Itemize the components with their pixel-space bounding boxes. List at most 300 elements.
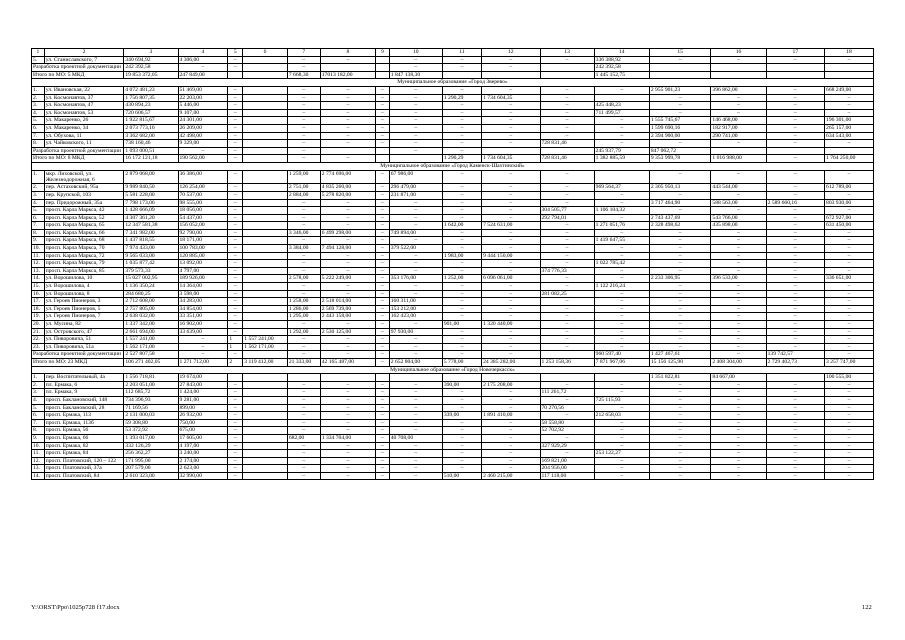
value-cell: – bbox=[825, 94, 874, 102]
value-cell: – bbox=[375, 170, 389, 184]
value-cell: – bbox=[442, 191, 481, 199]
value-cell: – bbox=[766, 155, 824, 163]
value-cell: – bbox=[442, 147, 481, 155]
value-cell: 425 448,23 bbox=[594, 102, 649, 110]
value-cell: 12 347 581,38 bbox=[124, 222, 178, 230]
value-cell: 2 623,00 bbox=[178, 465, 228, 473]
value-cell: – bbox=[766, 472, 824, 480]
value-cell: – bbox=[287, 396, 320, 404]
table-row bbox=[32, 199, 874, 207]
section-heading-row bbox=[32, 79, 874, 87]
value-cell: – bbox=[389, 412, 442, 420]
value-cell: – bbox=[540, 199, 594, 207]
value-cell: – bbox=[711, 419, 766, 427]
value-cell: – bbox=[228, 381, 243, 389]
value-cell: 1 599 690,16 bbox=[649, 124, 711, 132]
value-cell: – bbox=[375, 450, 389, 458]
value-cell bbox=[243, 124, 288, 132]
value-cell: – bbox=[649, 298, 711, 306]
value-cell: – bbox=[594, 321, 649, 329]
value-cell: 71 169,56 bbox=[124, 404, 178, 412]
value-cell: – bbox=[594, 86, 649, 94]
value-cell: 1 922 815,67 bbox=[124, 117, 178, 125]
value-cell: – bbox=[482, 102, 540, 110]
value-cell bbox=[243, 132, 288, 140]
value-cell: 899,00 bbox=[178, 404, 228, 412]
value-cell: 92 790,00 bbox=[178, 229, 228, 237]
value-cell: 156 052,00 bbox=[178, 222, 228, 230]
address-cell: ул. Космонавтов, 37 bbox=[44, 94, 124, 102]
value-cell: – bbox=[389, 199, 442, 207]
address-cell: ул. Мусина, 82 bbox=[44, 321, 124, 329]
row-number: 10. bbox=[32, 442, 45, 450]
value-cell: – bbox=[320, 465, 375, 473]
table-row bbox=[32, 170, 874, 184]
value-cell: – bbox=[540, 222, 594, 230]
row-number: 1. bbox=[32, 374, 45, 382]
value-cell: 9 281,00 bbox=[178, 396, 228, 404]
value-cell bbox=[243, 71, 288, 79]
value-cell: 292 794,01 bbox=[540, 214, 594, 222]
value-cell bbox=[243, 434, 288, 442]
value-cell: – bbox=[594, 298, 649, 306]
value-cell: – bbox=[442, 290, 481, 298]
value-cell: 2 203 051,00 bbox=[124, 381, 178, 389]
value-cell bbox=[243, 442, 288, 450]
value-cell bbox=[375, 56, 389, 64]
value-cell bbox=[766, 374, 824, 382]
value-cell: – bbox=[228, 155, 243, 163]
value-cell: – bbox=[228, 389, 243, 397]
value-cell: – bbox=[442, 298, 481, 306]
value-cell: 2 443 158,00 bbox=[320, 313, 375, 321]
footer-file-path: Y:\ORST\Ppo\1025p728 f17.docx bbox=[31, 604, 120, 611]
value-cell: – bbox=[287, 140, 320, 148]
value-cell: – bbox=[825, 170, 874, 184]
table-header-row bbox=[32, 49, 874, 57]
value-cell: – bbox=[540, 313, 594, 321]
value-cell: – bbox=[482, 199, 540, 207]
value-cell: – bbox=[482, 336, 540, 344]
value-cell: – bbox=[711, 412, 766, 420]
value-cell: 53 372,92 bbox=[124, 427, 178, 435]
value-cell: – bbox=[320, 267, 375, 275]
value-cell bbox=[243, 305, 288, 313]
value-cell: 7 798 173,06 bbox=[124, 199, 178, 207]
value-cell: – bbox=[825, 229, 874, 237]
row-number: 9. bbox=[32, 237, 45, 245]
value-cell: 3 362 682,00 bbox=[124, 132, 178, 140]
value-cell: 70 537,00 bbox=[178, 191, 228, 199]
value-cell: – bbox=[389, 117, 442, 125]
value-cell bbox=[711, 71, 766, 79]
footer-page-number: 122 bbox=[862, 604, 872, 611]
row-number: 5. bbox=[32, 207, 45, 215]
value-cell: – bbox=[482, 442, 540, 450]
table-row bbox=[32, 252, 874, 260]
address-cell: ул. Героев Пионеров, 5 bbox=[44, 305, 124, 313]
value-cell: – bbox=[766, 245, 824, 253]
value-cell: 34 283,00 bbox=[178, 298, 228, 306]
value-cell: – bbox=[540, 336, 594, 344]
row-number: 8. bbox=[32, 427, 45, 435]
value-cell: – bbox=[228, 117, 243, 125]
value-cell: – bbox=[482, 298, 540, 306]
address-cell: пл. Ермака, 9 bbox=[44, 389, 124, 397]
value-cell: – bbox=[442, 343, 481, 351]
value-cell: – bbox=[389, 343, 442, 351]
value-cell: 711 499,57 bbox=[594, 109, 649, 117]
value-cell: – bbox=[442, 207, 481, 215]
value-cell: – bbox=[594, 290, 649, 298]
value-cell: – bbox=[228, 252, 243, 260]
value-cell: – bbox=[711, 336, 766, 344]
value-cell bbox=[243, 229, 288, 237]
value-cell: – bbox=[766, 457, 824, 465]
value-cell: 13 092,00 bbox=[178, 260, 228, 268]
value-cell: – bbox=[320, 86, 375, 94]
value-cell: 256 362,27 bbox=[124, 450, 178, 458]
value-cell: – bbox=[320, 396, 375, 404]
value-cell: 682,00 bbox=[287, 434, 320, 442]
value-cell: – bbox=[766, 434, 824, 442]
value-cell: – bbox=[594, 117, 649, 125]
value-cell: 1 428 666,09 bbox=[124, 207, 178, 215]
address-cell: пер. Воспитательный, 4а bbox=[44, 374, 124, 382]
value-cell: – bbox=[389, 207, 442, 215]
value-cell: 98 555,00 bbox=[178, 199, 228, 207]
value-cell: – bbox=[540, 109, 594, 117]
value-cell: – bbox=[649, 109, 711, 117]
value-cell: – bbox=[711, 170, 766, 184]
value-cell: – bbox=[594, 465, 649, 473]
value-cell: – bbox=[594, 245, 649, 253]
value-cell: – bbox=[442, 56, 481, 64]
value-cell: – bbox=[375, 109, 389, 117]
value-cell: 1 756 807,35 bbox=[124, 94, 178, 102]
total-row bbox=[32, 358, 874, 366]
table-row bbox=[32, 245, 874, 253]
value-cell: – bbox=[389, 222, 442, 230]
row-number: 10. bbox=[32, 245, 45, 253]
value-cell: – bbox=[766, 109, 824, 117]
address-cell: просп. Ермака, 66 bbox=[44, 434, 124, 442]
value-cell: 7 524 631,00 bbox=[482, 222, 540, 230]
value-cell: 7 871 967,06 bbox=[594, 358, 649, 366]
value-cell: 1 424,00 bbox=[178, 389, 228, 397]
value-cell: – bbox=[766, 321, 824, 329]
value-cell: – bbox=[482, 389, 540, 397]
value-cell bbox=[243, 207, 288, 215]
value-cell: – bbox=[825, 102, 874, 110]
value-cell: – bbox=[389, 419, 442, 427]
value-cell bbox=[375, 147, 389, 155]
value-cell: – bbox=[825, 404, 874, 412]
value-cell: – bbox=[389, 427, 442, 435]
value-cell bbox=[243, 267, 288, 275]
value-cell bbox=[594, 94, 649, 102]
value-cell: 111 261,72 bbox=[540, 389, 594, 397]
value-cell: – bbox=[375, 283, 389, 291]
value-cell: 588 563,00 bbox=[711, 199, 766, 207]
value-cell: 4 797,00 bbox=[178, 267, 228, 275]
value-cell: – bbox=[375, 472, 389, 480]
value-cell: – bbox=[287, 343, 320, 351]
value-cell: – bbox=[711, 351, 766, 359]
value-cell: 2 530 125,00 bbox=[320, 328, 375, 336]
value-cell: – bbox=[375, 321, 389, 329]
value-cell: – bbox=[320, 109, 375, 117]
value-cell: 1 351 822,81 bbox=[649, 374, 711, 382]
value-cell: 190 562,00 bbox=[178, 155, 228, 163]
value-cell: 1 252,00 bbox=[442, 275, 481, 283]
value-cell bbox=[482, 374, 540, 382]
value-cell: – bbox=[228, 56, 243, 64]
value-cell: – bbox=[442, 260, 481, 268]
value-cell: – bbox=[228, 404, 243, 412]
value-cell: – bbox=[320, 214, 375, 222]
value-cell: – bbox=[540, 381, 594, 389]
value-cell: 16 902,00 bbox=[178, 321, 228, 329]
value-cell bbox=[320, 147, 375, 155]
value-cell: – bbox=[766, 267, 824, 275]
value-cell: 612 789,00 bbox=[825, 184, 874, 192]
section-heading: Муниципальное образование «Город Каменск-Шахтинский» bbox=[32, 162, 874, 170]
value-cell: 24 385 282,00 bbox=[482, 358, 540, 366]
value-cell: 112 685,72 bbox=[124, 389, 178, 397]
column-number-cell: 18 bbox=[825, 49, 874, 57]
value-cell: – bbox=[594, 457, 649, 465]
value-cell: – bbox=[711, 290, 766, 298]
value-cell: 40 708,00 bbox=[389, 434, 442, 442]
value-cell: – bbox=[482, 117, 540, 125]
value-cell: 728 831,46 bbox=[540, 140, 594, 148]
value-cell: 396 533,00 bbox=[711, 275, 766, 283]
value-cell: – bbox=[482, 132, 540, 140]
address-cell: просп. Баклановский, 148 bbox=[44, 396, 124, 404]
value-cell: – bbox=[320, 283, 375, 291]
value-cell: – bbox=[442, 389, 481, 397]
value-cell: – bbox=[375, 381, 389, 389]
row-number: 6. bbox=[32, 124, 45, 132]
value-cell: 117 118,00 bbox=[540, 472, 594, 480]
value-cell: – bbox=[711, 465, 766, 473]
value-cell: – bbox=[389, 147, 442, 155]
value-cell bbox=[243, 313, 288, 321]
table-row bbox=[32, 404, 874, 412]
value-cell: 67 986,00 bbox=[389, 170, 442, 184]
value-cell bbox=[711, 147, 766, 155]
value-cell: 2 751,00 bbox=[287, 184, 320, 192]
value-cell: – bbox=[320, 260, 375, 268]
value-cell: – bbox=[228, 86, 243, 94]
value-cell: – bbox=[442, 109, 481, 117]
value-cell: – bbox=[320, 419, 375, 427]
address-cell: ул. Ивановская, 22 bbox=[44, 86, 124, 94]
value-cell: 4 835 260,00 bbox=[320, 184, 375, 192]
value-cell: – bbox=[649, 457, 711, 465]
value-cell: 70 270,56 bbox=[540, 404, 594, 412]
value-cell: – bbox=[320, 222, 375, 230]
column-number-cell: 9 bbox=[375, 49, 389, 57]
value-cell: – bbox=[649, 434, 711, 442]
value-cell: – bbox=[228, 412, 243, 420]
value-cell: 32 990,00 bbox=[178, 472, 228, 480]
value-cell: – bbox=[442, 132, 481, 140]
value-cell: – bbox=[540, 56, 594, 64]
row-number: 15. bbox=[32, 283, 45, 291]
value-cell: 3 346,00 bbox=[287, 229, 320, 237]
value-cell: – bbox=[389, 124, 442, 132]
value-cell: – bbox=[482, 191, 540, 199]
value-cell: 1 847 138,30 bbox=[389, 71, 442, 79]
value-cell: – bbox=[287, 94, 320, 102]
value-cell: 1 419 647,55 bbox=[594, 237, 649, 245]
table-row bbox=[32, 222, 874, 230]
column-number-cell: 12 bbox=[482, 49, 540, 57]
value-cell: – bbox=[825, 321, 874, 329]
value-cell: 22 203,00 bbox=[178, 94, 228, 102]
value-cell: – bbox=[442, 427, 481, 435]
value-cell: – bbox=[825, 442, 874, 450]
value-cell: – bbox=[287, 102, 320, 110]
value-cell: 2 408 304,00 bbox=[711, 358, 766, 366]
value-cell: – bbox=[482, 396, 540, 404]
table-row bbox=[32, 275, 874, 283]
value-cell: – bbox=[228, 229, 243, 237]
value-cell: – bbox=[711, 472, 766, 480]
value-cell: 803 930,00 bbox=[825, 199, 874, 207]
value-cell: – bbox=[766, 260, 824, 268]
table-row bbox=[32, 412, 874, 420]
value-cell bbox=[243, 252, 288, 260]
value-cell: – bbox=[482, 351, 540, 359]
row-number: 2. bbox=[32, 184, 45, 192]
value-cell: – bbox=[766, 229, 824, 237]
value-cell bbox=[243, 328, 288, 336]
value-cell: 4 307 361,20 bbox=[124, 214, 178, 222]
value-cell: – bbox=[442, 184, 481, 192]
value-cell: – bbox=[711, 396, 766, 404]
address-cell: ул. Ворошилова, 8 bbox=[44, 290, 124, 298]
value-cell: 2 174,00 bbox=[178, 457, 228, 465]
row-label: Разработка проектной документации bbox=[32, 351, 124, 359]
value-cell: 58 558,80 bbox=[540, 419, 594, 427]
value-cell: – bbox=[228, 64, 243, 72]
value-cell: – bbox=[375, 245, 389, 253]
table-row bbox=[32, 305, 874, 313]
value-cell: 734 396,93 bbox=[124, 396, 178, 404]
value-cell: 2 589 660,16 bbox=[766, 199, 824, 207]
value-cell: 901,00 bbox=[442, 321, 481, 329]
value-cell: 2 569 739,00 bbox=[320, 305, 375, 313]
column-number-cell: 16 bbox=[711, 49, 766, 57]
table-row bbox=[32, 184, 874, 192]
row-number: 4. bbox=[32, 396, 45, 404]
value-cell: 3 717 464,90 bbox=[649, 199, 711, 207]
value-cell: – bbox=[482, 450, 540, 458]
value-cell: 7 974 433,00 bbox=[124, 245, 178, 253]
value-cell: – bbox=[375, 229, 389, 237]
value-cell bbox=[243, 109, 288, 117]
row-number: 16. bbox=[32, 290, 45, 298]
table-row bbox=[32, 132, 874, 140]
section-heading: Муниципальное образование «Город Новочеркасск» bbox=[32, 366, 874, 374]
value-cell: – bbox=[766, 396, 824, 404]
value-cell: – bbox=[320, 351, 375, 359]
value-cell: 1 290,29 bbox=[442, 94, 481, 102]
value-cell: – bbox=[649, 328, 711, 336]
value-cell: – bbox=[375, 252, 389, 260]
value-cell: – bbox=[649, 404, 711, 412]
value-cell: – bbox=[375, 412, 389, 420]
value-cell: – bbox=[540, 396, 594, 404]
value-cell: – bbox=[389, 252, 442, 260]
value-cell bbox=[389, 374, 442, 382]
value-cell bbox=[243, 412, 288, 420]
section-heading-row bbox=[32, 162, 874, 170]
value-cell: 1 382 885,59 bbox=[594, 155, 649, 163]
value-cell: – bbox=[594, 404, 649, 412]
value-cell: 2 729 402,73 bbox=[766, 358, 824, 366]
column-number-cell: 6 bbox=[243, 49, 288, 57]
value-cell: – bbox=[442, 351, 481, 359]
value-cell: – bbox=[540, 170, 594, 184]
address-cell: пл. Ермака, 6 bbox=[44, 381, 124, 389]
value-cell: – bbox=[766, 170, 824, 184]
table-row bbox=[32, 140, 874, 148]
value-cell: – bbox=[649, 140, 711, 148]
value-cell: – bbox=[320, 207, 375, 215]
value-cell bbox=[766, 71, 824, 79]
value-cell: – bbox=[825, 305, 874, 313]
value-cell: 1 136 350,24 bbox=[124, 283, 178, 291]
value-cell: 1 bbox=[228, 336, 243, 344]
value-cell: – bbox=[766, 412, 824, 420]
value-cell: 5 222 249,00 bbox=[320, 275, 375, 283]
value-cell: – bbox=[540, 305, 594, 313]
address-cell: ул. Макаренко, 26 bbox=[44, 117, 124, 125]
value-cell: – bbox=[442, 229, 481, 237]
value-cell: – bbox=[320, 155, 375, 163]
value-cell: – bbox=[825, 109, 874, 117]
value-cell bbox=[825, 147, 874, 155]
address-cell: мкр. Лиховской, ул. Железнодорожная, 6 bbox=[44, 170, 124, 184]
value-cell: 2 460 215,00 bbox=[482, 472, 540, 480]
value-cell: – bbox=[825, 298, 874, 306]
table-row bbox=[32, 374, 874, 382]
row-number: 1. bbox=[32, 170, 45, 184]
value-cell: – bbox=[228, 457, 243, 465]
value-cell: – bbox=[375, 434, 389, 442]
value-cell: 353 176,00 bbox=[389, 275, 442, 283]
value-cell: – bbox=[287, 336, 320, 344]
value-cell bbox=[243, 283, 288, 291]
value-cell: – bbox=[594, 199, 649, 207]
value-cell: – bbox=[228, 351, 243, 359]
value-cell: – bbox=[442, 283, 481, 291]
value-cell: 100 783,00 bbox=[178, 245, 228, 253]
value-cell: – bbox=[649, 472, 711, 480]
row-number: 5. bbox=[32, 56, 45, 64]
value-cell: 182 917,00 bbox=[711, 124, 766, 132]
value-cell: – bbox=[594, 313, 649, 321]
value-cell: 1 891 410,00 bbox=[482, 412, 540, 420]
value-cell: – bbox=[287, 442, 320, 450]
value-cell: – bbox=[320, 252, 375, 260]
value-cell: – bbox=[287, 381, 320, 389]
value-cell: – bbox=[320, 404, 375, 412]
